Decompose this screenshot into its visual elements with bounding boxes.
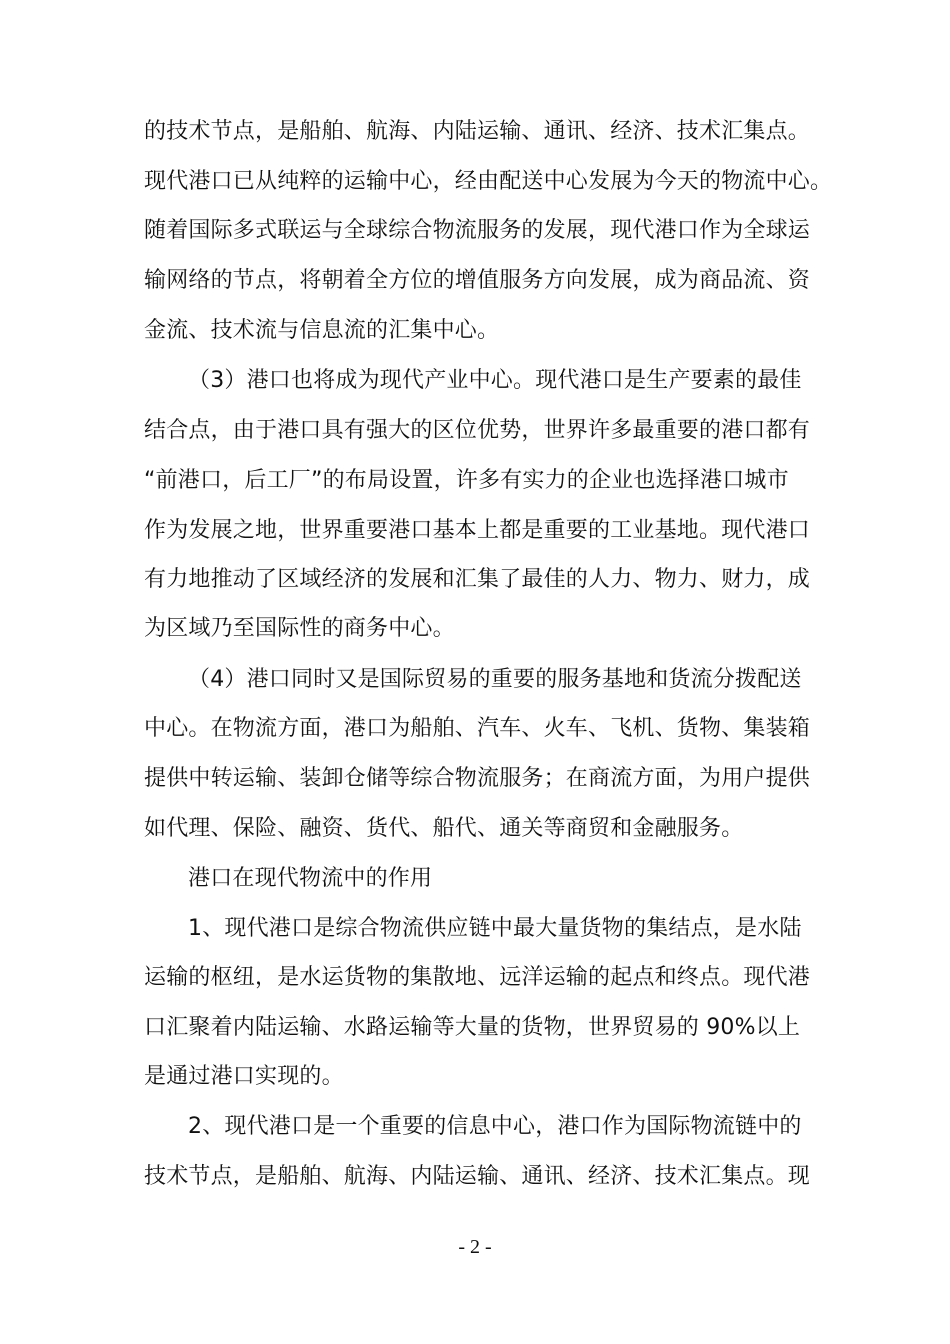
- text-line: 运输的枢纽，是水运货物的集散地、远洋运输的起点和终点。现代港: [144, 965, 811, 990]
- text-line: 输网络的节点，将朝着全方位的增值服务方向发展，成为商品流、资: [144, 268, 811, 293]
- page-number: - 2 -: [458, 1236, 492, 1258]
- text-line: 为区域乃至国际性的商务中心。: [144, 616, 455, 641]
- text-line: 提供中转运输、装卸仓储等综合物流服务；在商流方面，为用户提供: [144, 766, 811, 791]
- text-line: “前港口，后工厂”的布局设置，许多有实力的企业也选择港口城市: [144, 468, 789, 493]
- text-line: 有力地推动了区域经济的发展和汇集了最佳的人力、物力、财力，成: [144, 567, 811, 592]
- text-line: 的技术节点，是船舶、航海、内陆运输、通讯、经济、技术汇集点。: [144, 119, 811, 144]
- paragraph-first-line: （4）港口同时又是国际贸易的重要的服务基地和货流分拨配送: [188, 667, 802, 692]
- text-line: 现代港口已从纯粹的运输中心，经由配送中心发展为今天的物流中心。: [144, 169, 833, 194]
- text-line: 技术节点，是船舶、航海、内陆运输、通讯、经济、技术汇集点。现: [144, 1164, 811, 1189]
- section-heading: 港口在现代物流中的作用: [188, 866, 433, 891]
- text-line: 如代理、保险、融资、货代、船代、通关等商贸和金融服务。: [144, 816, 744, 841]
- text-line: 是通过港口实现的。: [144, 1064, 344, 1089]
- text-line: 结合点，由于港口具有强大的区位优势，世界许多最重要的港口都有: [144, 418, 811, 443]
- paragraph-first-line: 2、现代港口是一个重要的信息中心，港口作为国际物流链中的: [188, 1114, 802, 1139]
- text-line: 口汇聚着内陆运输、水路运输等大量的货物，世界贸易的 90%以上: [144, 1015, 801, 1040]
- text-line: 中心。在物流方面，港口为船舶、汽车、火车、飞机、货物、集装箱: [144, 716, 811, 741]
- text-line: 金流、技术流与信息流的汇集中心。: [144, 318, 500, 343]
- text-line: 随着国际多式联运与全球综合物流服务的发展，现代港口作为全球运: [144, 218, 811, 243]
- paragraph-first-line: 1、现代港口是综合物流供应链中最大量货物的集结点，是水陆: [188, 916, 802, 941]
- text-line: 作为发展之地，世界重要港口基本上都是重要的工业基地。现代港口: [144, 518, 811, 543]
- paragraph-first-line: （3）港口也将成为现代产业中心。现代港口是生产要素的最佳: [188, 368, 802, 393]
